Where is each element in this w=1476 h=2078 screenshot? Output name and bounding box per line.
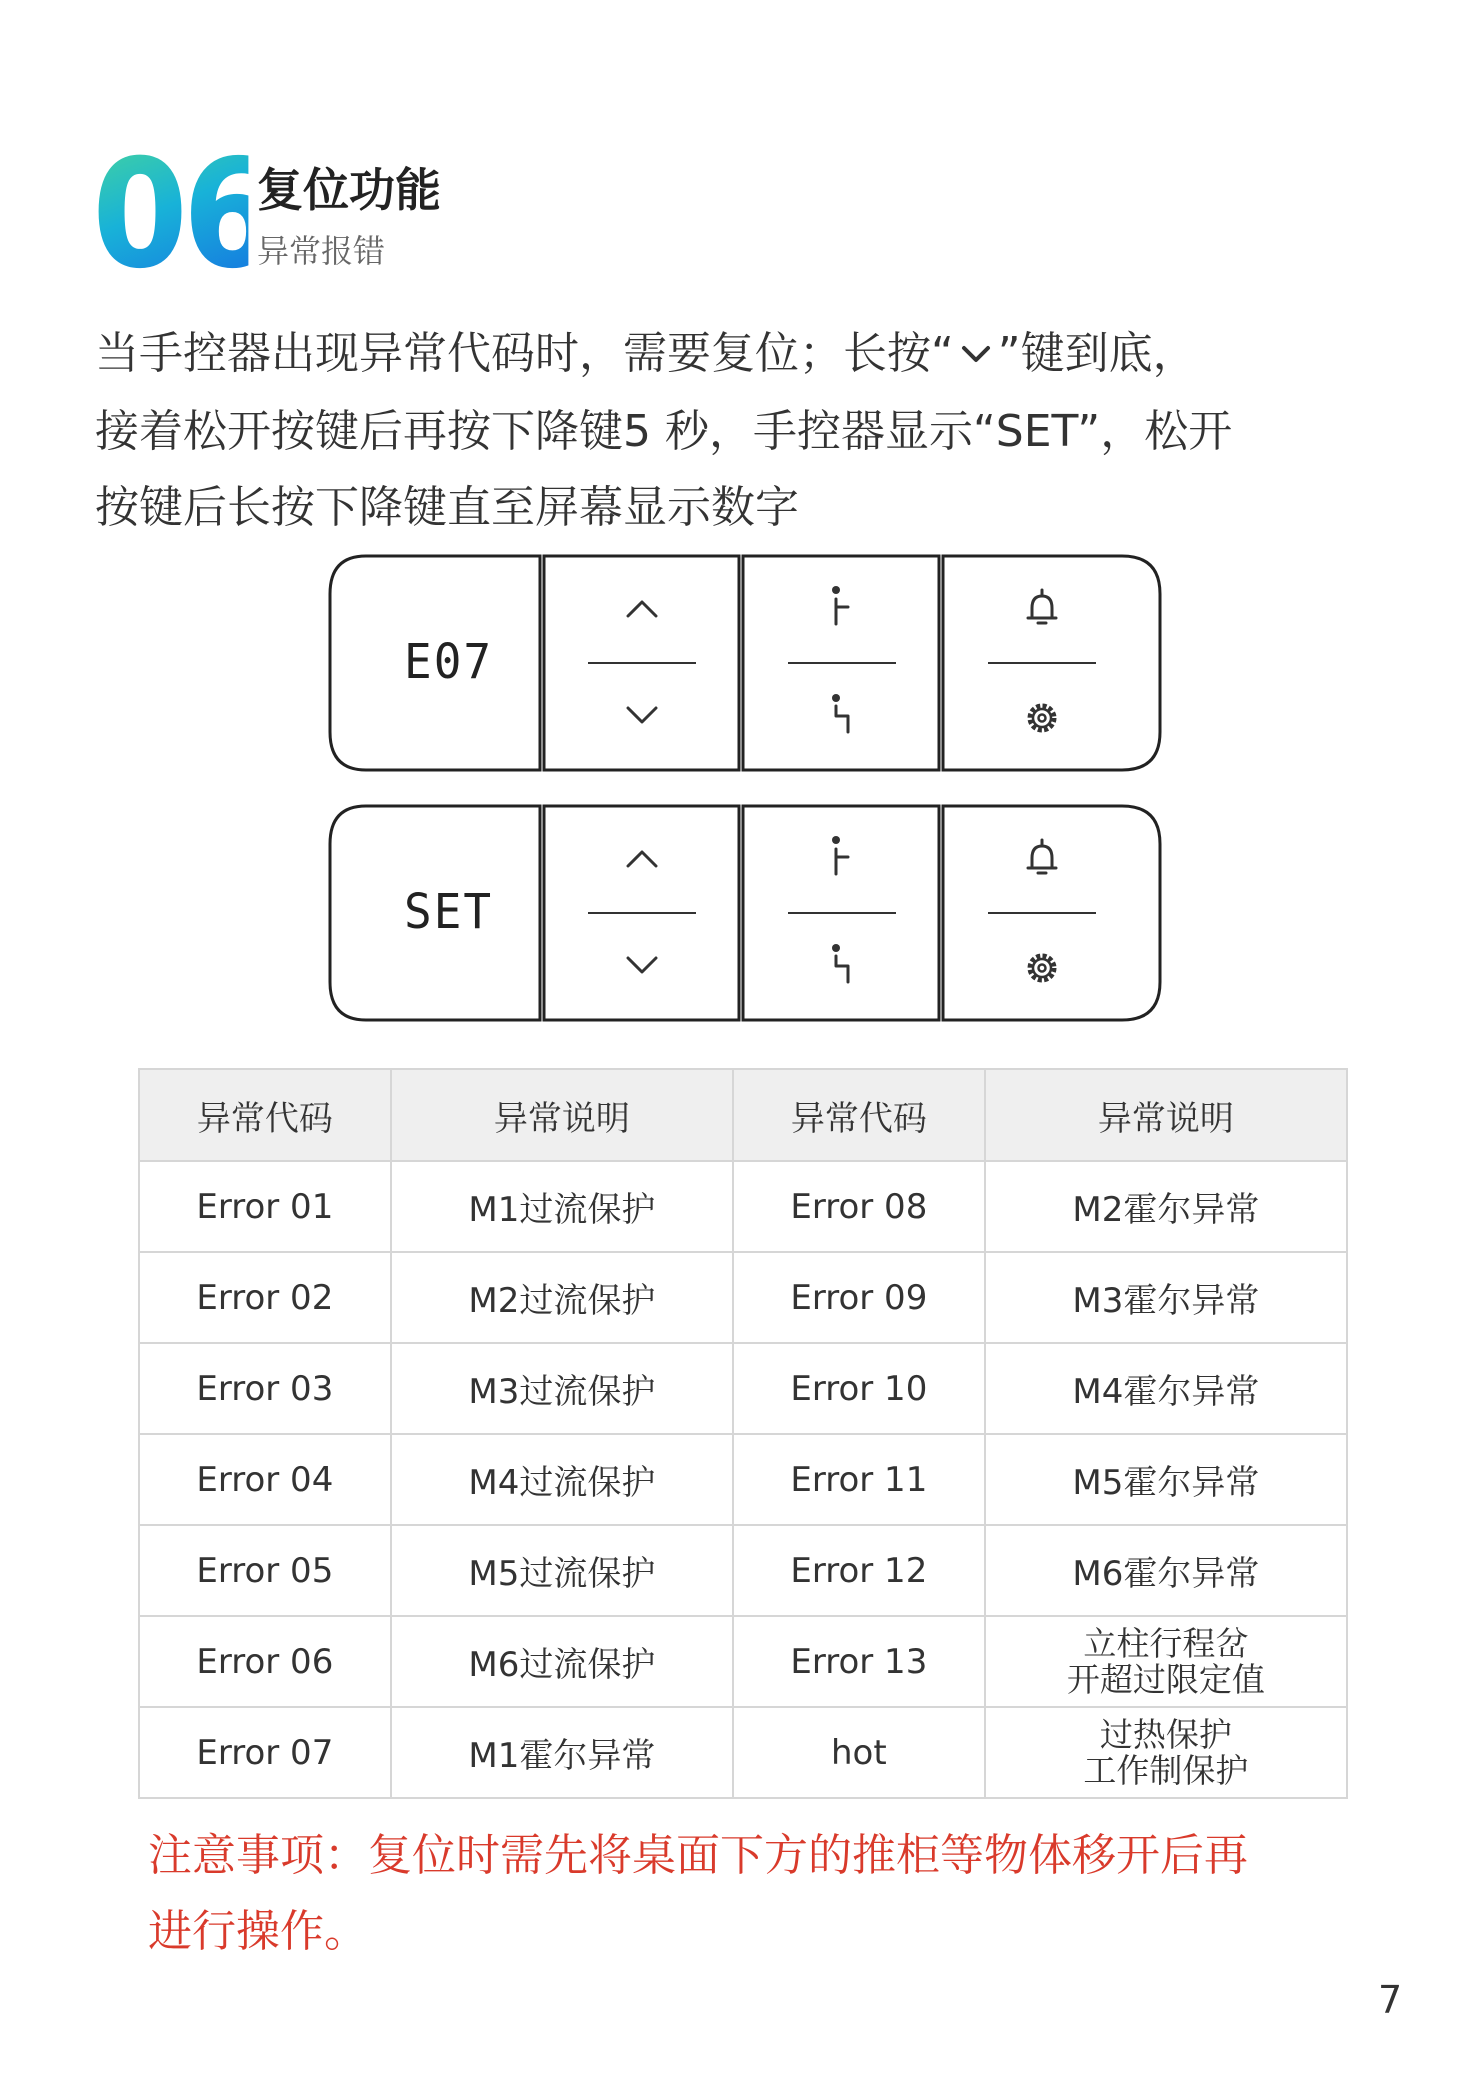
error-description-line: 立柱行程岔 (1083, 1623, 1249, 1663)
error-code: Error 11 (733, 1434, 985, 1525)
error-code-table (138, 1068, 1348, 1799)
page-number: 7 (1378, 1978, 1403, 2022)
table-row (139, 1616, 1347, 1707)
instruction-line-3: 按键后长按下降键直至屏幕显示数字 (95, 482, 799, 533)
error-description: M3霍尔异常 (985, 1252, 1347, 1343)
error-code: Error 07 (139, 1707, 391, 1798)
section-number: 06 (92, 128, 274, 302)
instructions (95, 316, 1395, 546)
notice-line-1: 注意事项：复位时需先将桌面下方的推柜等物体移开后再 (148, 1830, 1248, 1881)
error-description: M4过流保护 (391, 1434, 733, 1525)
table-row (139, 1343, 1347, 1434)
display-screen: E07 (404, 632, 494, 690)
chevron-down-icon (954, 318, 998, 394)
error-description: M5霍尔异常 (985, 1434, 1347, 1525)
error-description (985, 1616, 1347, 1707)
error-code: Error 10 (733, 1343, 985, 1434)
error-code: Error 01 (139, 1161, 391, 1252)
display-screen: SET (404, 882, 494, 940)
error-description (985, 1707, 1347, 1798)
error-code: Error 12 (733, 1525, 985, 1616)
error-code: Error 08 (733, 1161, 985, 1252)
error-code: Error 09 (733, 1252, 985, 1343)
table-row (139, 1434, 1347, 1525)
error-code: Error 06 (139, 1616, 391, 1707)
section-subtitle: 异常报错 (257, 232, 386, 270)
instruction-line-1a: 当手控器出现异常代码时，需要复位；长按“ (95, 328, 954, 379)
error-code: Error 04 (139, 1434, 391, 1525)
header-desc-1: 异常说明 (391, 1069, 733, 1161)
header-code-1: 异常代码 (139, 1069, 391, 1161)
hand-controller-e07 (326, 552, 1164, 774)
notice (148, 1818, 1408, 1970)
header-desc-2: 异常说明 (985, 1069, 1347, 1161)
error-description: M6过流保护 (391, 1616, 733, 1707)
error-code: Error 13 (733, 1616, 985, 1707)
error-description: M2过流保护 (391, 1252, 733, 1343)
error-description: M1霍尔异常 (391, 1707, 733, 1798)
error-description: M2霍尔异常 (985, 1161, 1347, 1252)
error-description-line: 工作制保护 (1083, 1750, 1249, 1790)
error-description: M4霍尔异常 (985, 1343, 1347, 1434)
notice-line-2: 进行操作。 (148, 1906, 368, 1957)
error-code: Error 03 (139, 1343, 391, 1434)
instruction-line-1 (95, 316, 1395, 394)
error-description: M1过流保护 (391, 1161, 733, 1252)
table-header-row (139, 1069, 1347, 1161)
error-description-line: 开超过限定值 (1066, 1659, 1265, 1699)
error-description: M3过流保护 (391, 1343, 733, 1434)
table-row (139, 1707, 1347, 1798)
section-title: 复位功能 (257, 163, 441, 217)
table-row (139, 1252, 1347, 1343)
header-code-2: 异常代码 (733, 1069, 985, 1161)
error-description: M6霍尔异常 (985, 1525, 1347, 1616)
instruction-line-1b: ”键到底， (997, 328, 1197, 379)
error-code: hot (733, 1707, 985, 1798)
error-code: Error 05 (139, 1525, 391, 1616)
instruction-line-2: 接着松开按键后再按下降键5 秒，手控器显示“SET”，松开 (95, 406, 1233, 457)
hand-controller-set (326, 802, 1164, 1024)
error-description: M5过流保护 (391, 1525, 733, 1616)
table-row (139, 1525, 1347, 1616)
error-description-line: 过热保护 (1099, 1714, 1232, 1754)
table-row (139, 1161, 1347, 1252)
error-code: Error 02 (139, 1252, 391, 1343)
